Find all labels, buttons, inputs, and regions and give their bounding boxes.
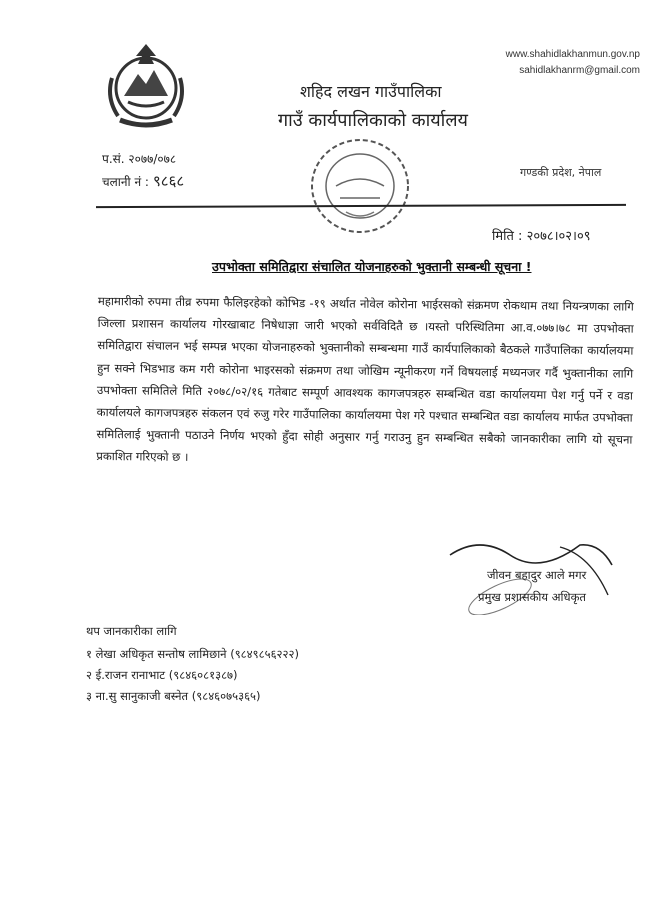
email-link[interactable]: sahidlakhanrm@gmail.com [519, 65, 640, 76]
signatory-name: जीवन बहादुर आले मगर [487, 568, 587, 582]
notice-subject: उपभोक्ता समितिद्वारा संचालित योजनाहरुको भुक्तानी सम्बन्धी सूचना ! [212, 259, 532, 274]
notice-body: महामारीको रुपमा तीव्र रुपमा फैलिइरहेको कोभिड -१९ अर्थात नोवेल कोरोना भाईरसको संक्रमण रोकथाम तथा नियन्त्रणका लागि जिल्ला प्रशासन कार्यालय गोरखाबाट निषेधाज्ञा जारी भएको सर्वविदितै छ ।यस्तो परिस्थितिमा आ.व.०७७।७८ मा उपभोक्ता समितिद्वारा संचालन भई सम्पन्न भएका योजनाहरुको भुक्तानीको सम्बन्धमा गाउँ कार्यपालिकाको बैठकले गाउँपालिका कार्यालयमा हुन सक्ने भिडभाड कम गरी कोरोना भाइरसको संक्रमण तथा जोखिम न्यूनीकरण गर्ने विषयलाई मध्यनजर गर्दै भुक्तानीका लागि उपभोक्ता समितिले मिति २०७८/०२/१६ गतेबाट सम्पूर्ण आवश्यक कागजपत्रहरु सम्बन्धित वडा कार्यालयमा पेश गर्नु पर्ने र वडा कार्यालयले कागजपत्रहरु संकलन एवं रुजु गरेर गाउँपालिका कार्यालयमा पेश गरे पश्चात सम्बन्धित वडा कार्यालय मार्फत उपभोक्ता समितिलाई भुक्तानी पठाउने निर्णय भएको हुँदा सोही अनुसार गर्नु गराउनु हुन सम्बन्धित सबैको जानकारीका लागि यो सूचना प्रकाशित गरिएको छ । [96, 293, 634, 465]
dispatch-label: चलानी नं : [102, 175, 149, 189]
office-name: गाउँ कार्यपालिकाको कार्यालय [278, 110, 468, 131]
ref-value: २०७७/०७८ [128, 152, 177, 166]
org-name: शहिद लखन गाउँपालिका [300, 82, 442, 101]
nepal-emblem-icon [98, 38, 194, 134]
reference-block [102, 148, 184, 193]
dispatch-value: ९८६८ [152, 172, 185, 190]
ref-label: प.सं. [102, 152, 125, 166]
province: गण्डकी प्रदेश, नेपाल [520, 166, 602, 179]
contact-item: १ लेखा अधिकृत सन्तोष लामिछाने (९८४९८५६२२२) [86, 647, 299, 661]
contact-web-block [506, 47, 640, 79]
contact-item: ३ ना.सु सानुकाजी बस्नेत (९८४६०७५३६५) [86, 689, 261, 703]
contact-heading: थप जानकारीका लागि [86, 624, 177, 638]
contact-list [86, 644, 299, 707]
website-link[interactable]: www.shahidlakhanmun.gov.np [505, 49, 640, 60]
contact-item: २ ई.राजन रानाभाट (९८४६०८१३८७) [86, 668, 238, 682]
signatory-title: प्रमुख प्रशासकीय अधिकृत [478, 590, 586, 604]
notice-date: मिति : २०७८।०२।०९ [492, 229, 591, 244]
office-stamp-icon [306, 132, 414, 244]
